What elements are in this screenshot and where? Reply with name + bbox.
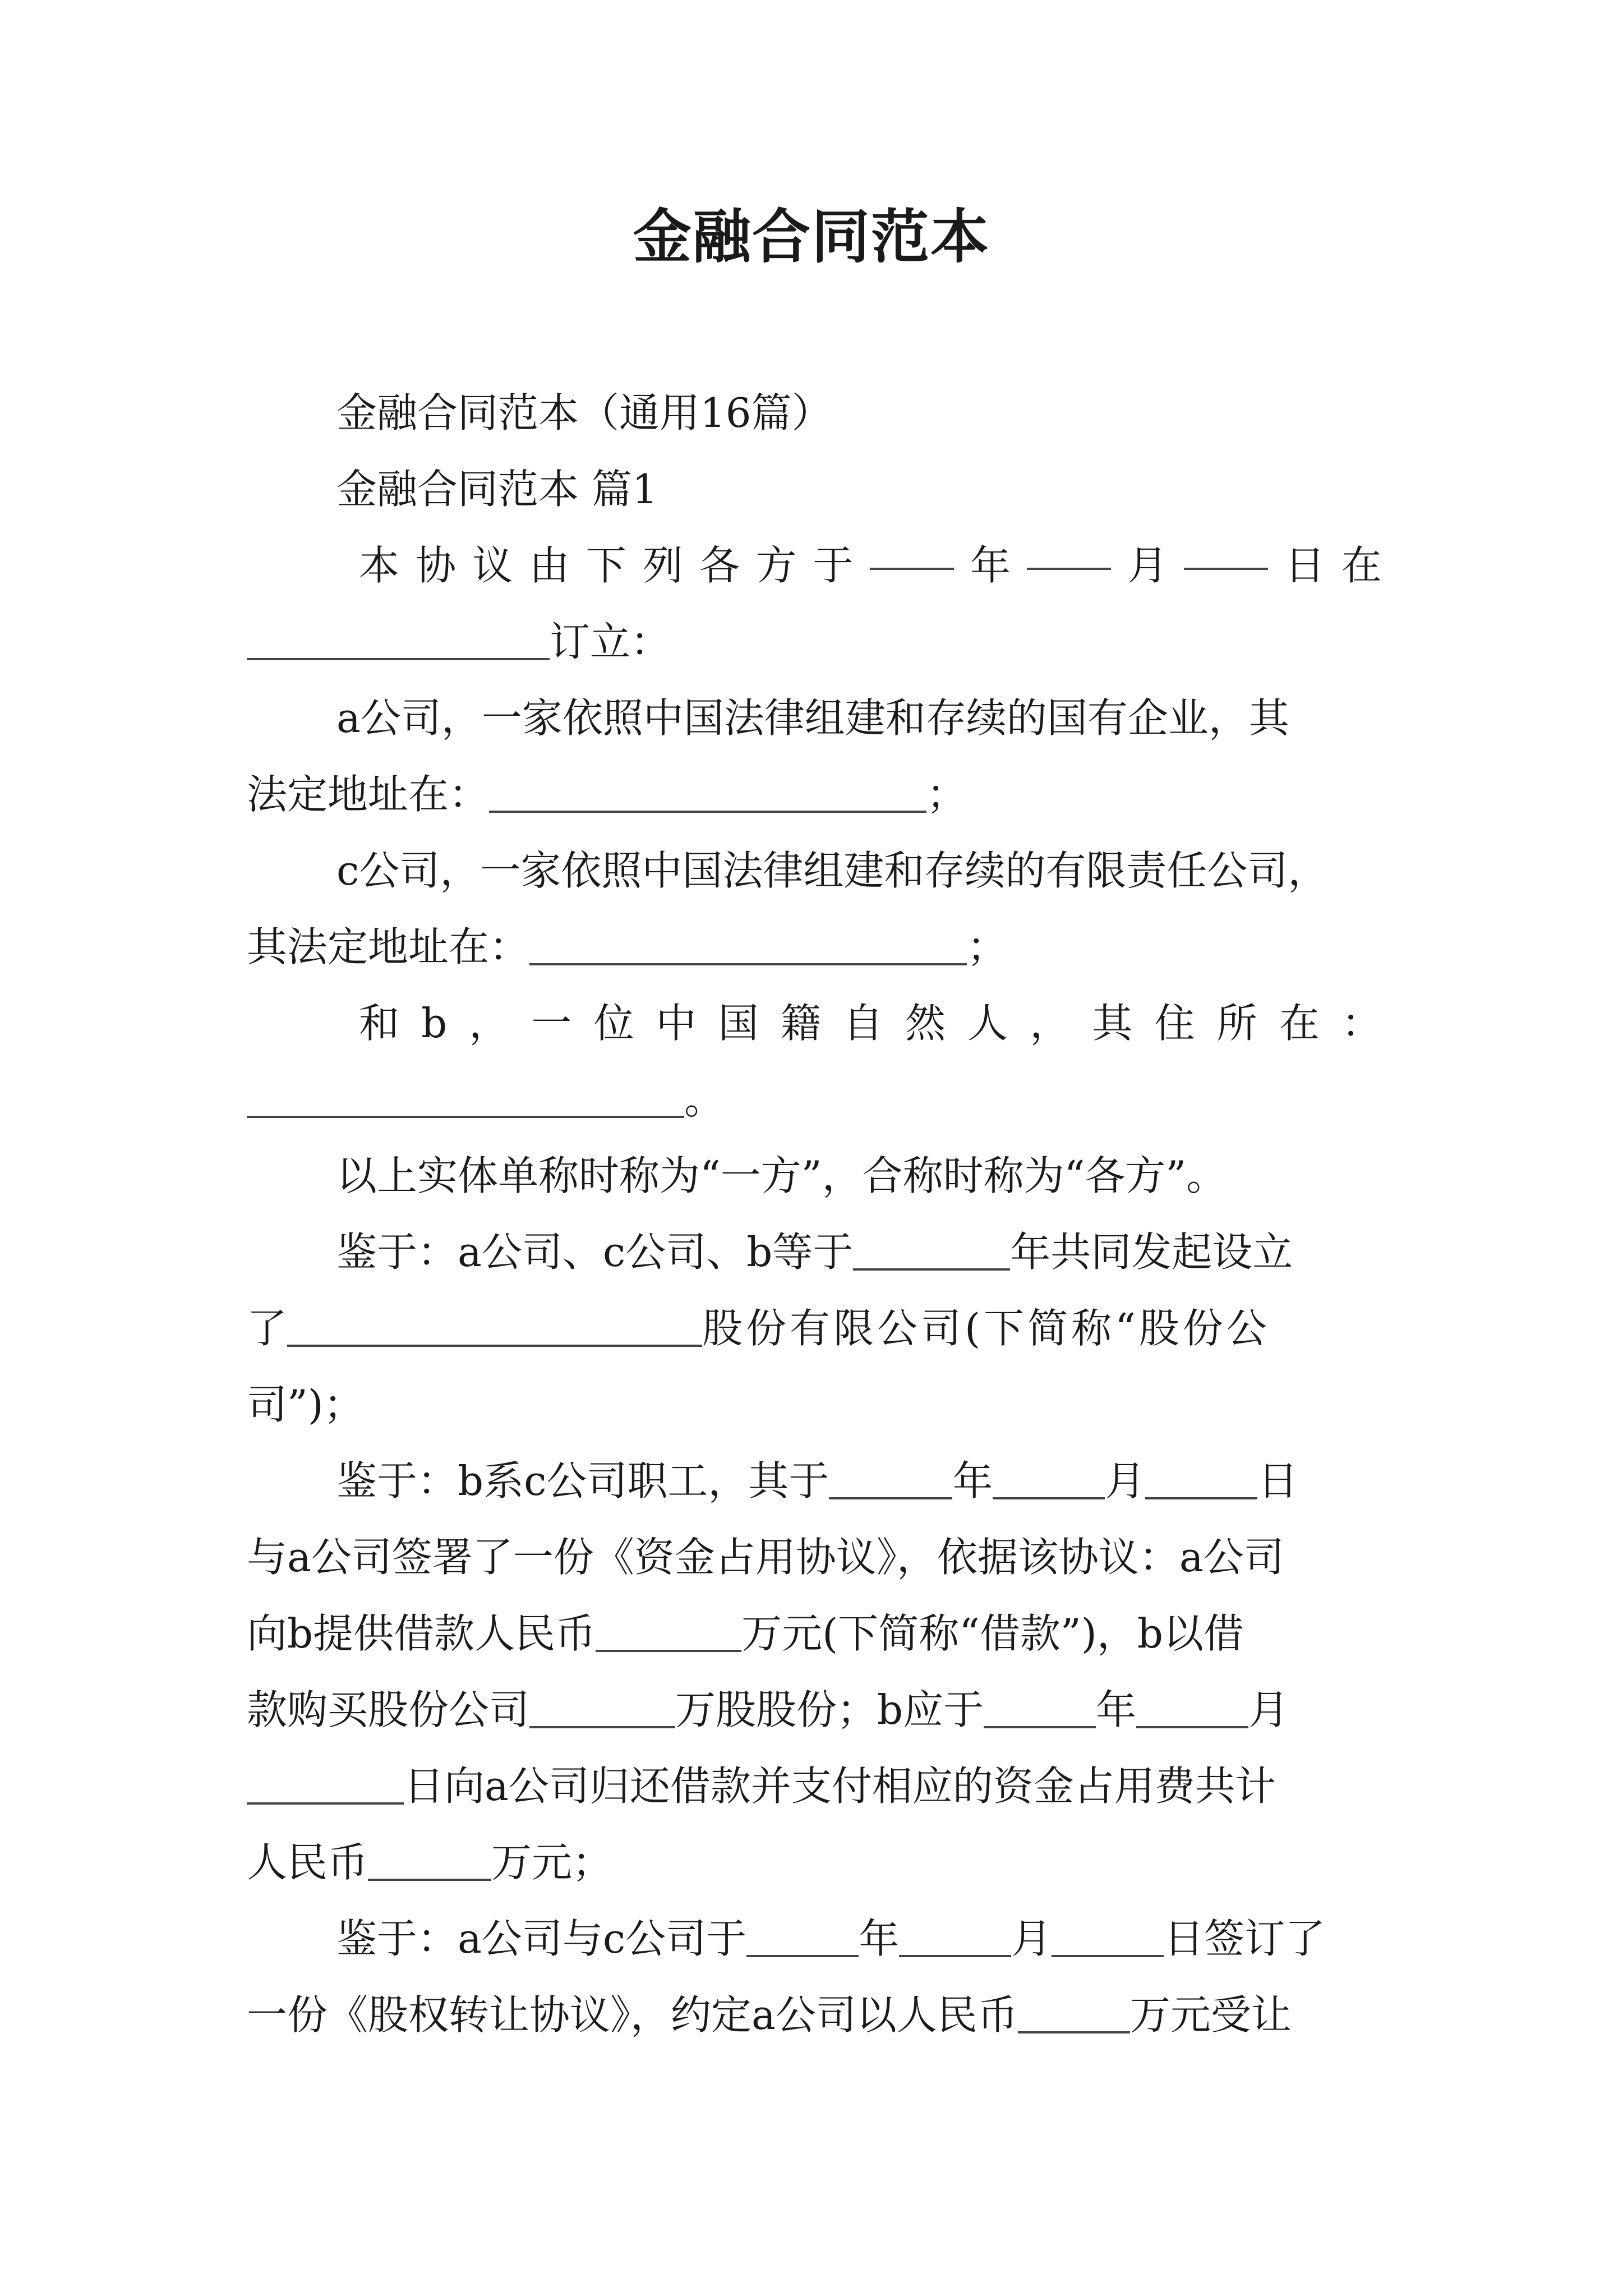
- blank-underline: [870, 527, 954, 570]
- document-body: [247, 375, 1382, 2053]
- paragraph-line: 与a公司签署了一份《资金占用协议》，依据该协议：a公司: [247, 1534, 1284, 1581]
- paragraph-line: a公司，一家依照中国法律组建和存续的国有企业，其: [336, 694, 1289, 742]
- blank-underline: [829, 1457, 952, 1499]
- blank-underline: [993, 1457, 1105, 1499]
- paragraph-line: 其法定地址在： ；: [247, 923, 1008, 970]
- blank-underline: [596, 1609, 741, 1652]
- paragraph-line: 以上实体单称时称为“一方”，合称时称为“各方”。: [336, 1152, 1227, 1199]
- section-heading: 金融合同范本 篇1: [336, 466, 658, 513]
- blank-underline: [853, 1228, 1010, 1271]
- paragraph-line: 鉴于：a公司与c公司于 年 月 日签订了: [336, 1915, 1326, 1962]
- paragraph-line: 司”)；: [247, 1381, 364, 1428]
- paragraph-line: 一份《股权转让协议》，约定a公司以人民币 万元受让: [247, 1991, 1292, 2039]
- paragraph-line: 和 b ， 一 位 中 国 籍 自 然 人 ， 其 住 所 在 ：: [359, 1000, 1382, 1047]
- blank-underline: [1018, 1991, 1130, 2033]
- blank-underline: [1136, 1686, 1248, 1728]
- blank-underline: [489, 770, 926, 813]
- blank-underline: [1184, 527, 1268, 570]
- blank-underline: [247, 1075, 684, 1118]
- paragraph-line: 。: [247, 1061, 1382, 1138]
- paragraph-line: 款购买股份公司 万股股份；b应于 年 月: [247, 1686, 1289, 1733]
- blank-underline: [746, 1915, 859, 1957]
- blank-underline: [529, 1686, 675, 1728]
- paragraph-line: 本 协 议 由 下 列 各 方 于 年 月 日 在: [247, 527, 1382, 604]
- blank-underline: [368, 1838, 491, 1881]
- blank-underline: [247, 618, 550, 660]
- blank-underline: [529, 923, 967, 965]
- blank-underline: [1145, 1457, 1257, 1499]
- paragraph-line: 鉴于：a公司、c公司、b等于 年共同发起设立: [336, 1228, 1293, 1276]
- paragraph-line: 订立：: [247, 604, 1382, 680]
- paragraph-line: 鉴于：b系c公司职工，其于 年 月 日: [336, 1457, 1298, 1504]
- blank-underline: [1027, 527, 1111, 570]
- paragraph-line: 人民币 万元；: [247, 1839, 613, 1886]
- document-title: 金融合同范本: [633, 202, 990, 271]
- paragraph-line: 了 股份有限公司(下简称“股份公: [247, 1305, 1270, 1352]
- blank-underline: [984, 1686, 1096, 1728]
- paragraph-line: 向b提供借款人民币 万元(下简称“借款”)，b以借: [247, 1610, 1244, 1657]
- blank-underline: [899, 1915, 1011, 1957]
- blank-underline: [247, 1762, 404, 1805]
- paragraph-line: 日向a公司归还借款并支付相应的资金占用费共计: [247, 1748, 1382, 1824]
- blank-underline: [1052, 1915, 1164, 1957]
- paragraph-line: 法定地址在： ；: [247, 771, 967, 818]
- blank-underline: [287, 1304, 702, 1347]
- paragraph-line: c公司，一家依照中国法律组建和存续的有限责任公司，: [336, 847, 1329, 894]
- paragraph-line: 金融合同范本（通用16篇）: [336, 389, 832, 436]
